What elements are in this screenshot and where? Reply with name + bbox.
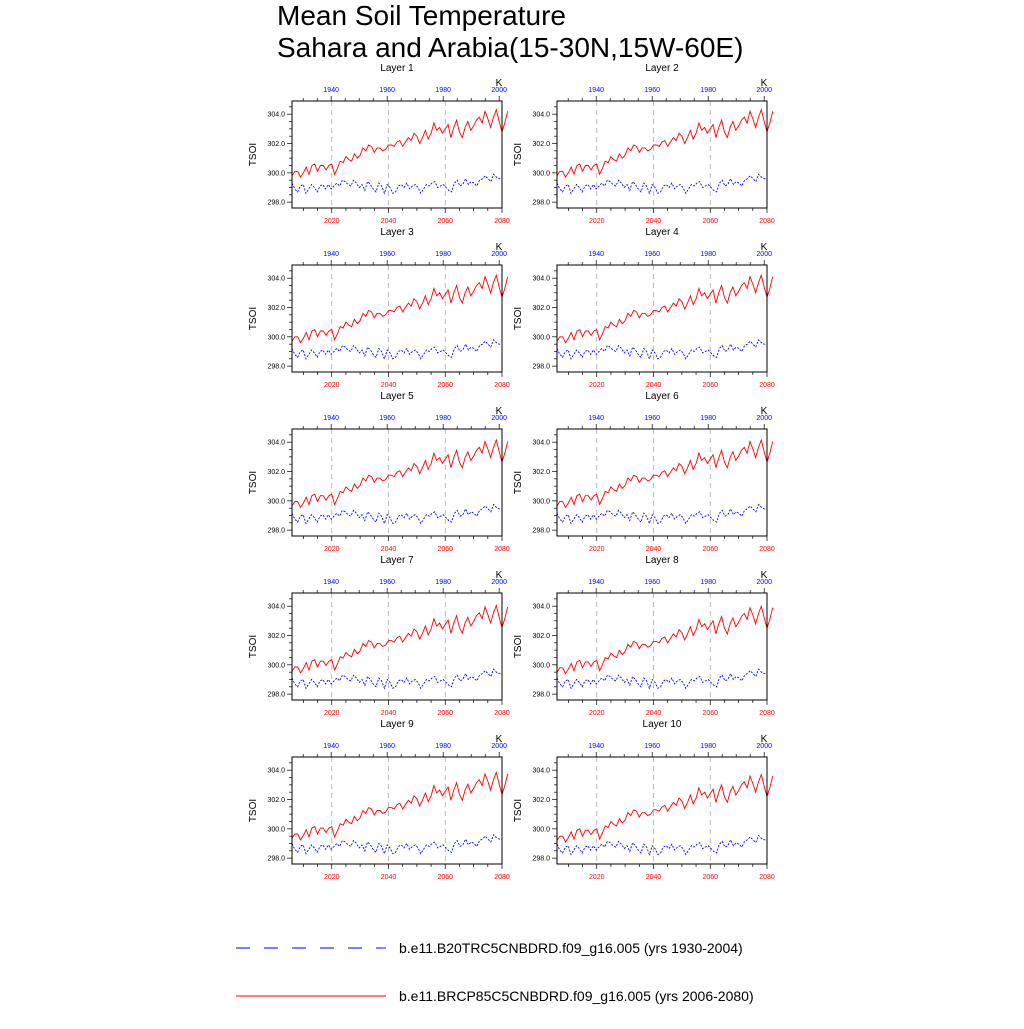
panel-6 bbox=[513, 391, 775, 553]
top-tick-label: 1980 bbox=[700, 579, 716, 586]
top-tick-label: 1960 bbox=[379, 87, 395, 94]
bottom-tick-label: 2060 bbox=[437, 710, 454, 717]
bottom-tick-label: 2020 bbox=[323, 874, 340, 881]
bottom-tick-label: 2020 bbox=[588, 710, 605, 717]
plot-frame bbox=[557, 265, 767, 372]
plot-frame bbox=[557, 757, 767, 864]
top-tick-label: 2000 bbox=[491, 251, 507, 258]
panel-title: Layer 9 bbox=[380, 719, 414, 730]
top-tick-label: 2000 bbox=[756, 87, 772, 94]
top-tick-label: 2000 bbox=[756, 415, 772, 422]
units-label: K bbox=[495, 734, 503, 745]
panel-title: Layer 7 bbox=[380, 555, 414, 566]
series-line-future bbox=[557, 606, 773, 673]
panel-5 bbox=[248, 391, 510, 553]
units-label: K bbox=[760, 406, 768, 417]
panel-title: Layer 5 bbox=[380, 391, 414, 402]
series-line-future bbox=[292, 440, 508, 507]
bottom-tick-label: 2080 bbox=[759, 546, 775, 553]
series-line-historical bbox=[292, 340, 502, 359]
top-tick-label: 1960 bbox=[644, 579, 660, 586]
panel-title: Layer 6 bbox=[645, 391, 679, 402]
panel-title: Layer 4 bbox=[645, 227, 679, 238]
y-axis-label: TSOI bbox=[513, 142, 524, 167]
top-tick-label: 1960 bbox=[379, 579, 395, 586]
panel-2 bbox=[513, 63, 775, 225]
top-tick-label: 2000 bbox=[756, 743, 772, 750]
y-tick-label: 302.0 bbox=[532, 305, 550, 313]
y-tick-label: 304.0 bbox=[532, 111, 550, 119]
units-label: K bbox=[760, 242, 768, 253]
y-tick-label: 304.0 bbox=[532, 603, 550, 611]
series-line-historical bbox=[557, 669, 767, 688]
series-line-future bbox=[292, 275, 508, 342]
legend-item-1 bbox=[236, 940, 743, 956]
panel-1 bbox=[248, 63, 510, 225]
panels bbox=[248, 63, 775, 881]
y-tick-label: 300.0 bbox=[267, 498, 285, 506]
top-tick-label: 1960 bbox=[644, 251, 660, 258]
top-tick-label: 1980 bbox=[700, 87, 716, 94]
y-tick-label: 300.0 bbox=[532, 334, 550, 342]
panel-title: Layer 2 bbox=[645, 63, 679, 74]
bottom-tick-label: 2020 bbox=[588, 382, 605, 389]
top-tick-label: 2000 bbox=[491, 579, 507, 586]
bottom-tick-label: 2080 bbox=[494, 218, 510, 225]
bottom-tick-label: 2060 bbox=[437, 874, 454, 881]
bottom-tick-label: 2020 bbox=[323, 710, 340, 717]
series-line-historical bbox=[557, 835, 767, 854]
top-tick-label: 1980 bbox=[435, 743, 451, 750]
legend bbox=[236, 940, 754, 1004]
bottom-tick-label: 2080 bbox=[494, 874, 510, 881]
bottom-tick-label: 2060 bbox=[702, 546, 719, 553]
units-label: K bbox=[495, 570, 503, 581]
series-line-future bbox=[292, 110, 508, 177]
y-tick-label: 298.0 bbox=[267, 363, 285, 371]
plot-frame bbox=[292, 757, 502, 864]
top-tick-label: 1940 bbox=[323, 415, 339, 422]
bottom-tick-label: 2060 bbox=[702, 874, 719, 881]
panel-9 bbox=[248, 719, 510, 881]
units-label: K bbox=[495, 406, 503, 417]
y-axis-label: TSOI bbox=[513, 470, 524, 495]
bottom-tick-label: 2080 bbox=[759, 382, 775, 389]
panel-title: Layer 1 bbox=[380, 63, 414, 74]
bottom-tick-label: 2080 bbox=[494, 710, 510, 717]
y-tick-label: 300.0 bbox=[532, 498, 550, 506]
y-tick-label: 302.0 bbox=[267, 141, 285, 149]
y-axis-label: TSOI bbox=[248, 798, 259, 823]
y-axis-label: TSOI bbox=[248, 470, 259, 495]
units-label: K bbox=[760, 570, 768, 581]
plot-frame bbox=[292, 265, 502, 372]
y-tick-label: 300.0 bbox=[532, 662, 550, 670]
bottom-tick-label: 2060 bbox=[437, 382, 454, 389]
series-line-historical bbox=[292, 835, 502, 854]
top-tick-label: 1980 bbox=[435, 579, 451, 586]
series-line-future bbox=[557, 275, 773, 342]
plot-frame bbox=[292, 593, 502, 700]
bottom-tick-label: 2040 bbox=[380, 874, 397, 881]
bottom-tick-label: 2060 bbox=[702, 382, 719, 389]
y-tick-label: 298.0 bbox=[532, 527, 550, 535]
bottom-tick-label: 2040 bbox=[380, 710, 397, 717]
y-tick-label: 304.0 bbox=[267, 275, 285, 283]
y-tick-label: 302.0 bbox=[267, 305, 285, 313]
bottom-tick-label: 2040 bbox=[645, 546, 662, 553]
bottom-tick-label: 2040 bbox=[380, 546, 397, 553]
bottom-tick-label: 2020 bbox=[588, 874, 605, 881]
top-tick-label: 1960 bbox=[644, 87, 660, 94]
y-tick-label: 300.0 bbox=[267, 826, 285, 834]
y-axis-label: TSOI bbox=[248, 142, 259, 167]
bottom-tick-label: 2080 bbox=[759, 710, 775, 717]
series-line-future bbox=[557, 775, 773, 842]
y-tick-label: 304.0 bbox=[267, 439, 285, 447]
top-tick-label: 1980 bbox=[700, 251, 716, 258]
bottom-tick-label: 2060 bbox=[702, 710, 719, 717]
top-tick-label: 2000 bbox=[491, 415, 507, 422]
panel-title: Layer 8 bbox=[645, 555, 679, 566]
panel-title: Layer 10 bbox=[642, 719, 682, 730]
y-tick-label: 300.0 bbox=[532, 826, 550, 834]
y-axis-label: TSOI bbox=[248, 634, 259, 659]
y-tick-label: 302.0 bbox=[532, 797, 550, 805]
y-axis-label: TSOI bbox=[513, 798, 524, 823]
top-tick-label: 1960 bbox=[379, 743, 395, 750]
figure-title-line-1: Mean Soil Temperature bbox=[277, 0, 566, 31]
y-tick-label: 298.0 bbox=[267, 855, 285, 863]
plot-frame bbox=[557, 101, 767, 208]
top-tick-label: 1960 bbox=[379, 415, 395, 422]
panel-title: Layer 3 bbox=[380, 227, 414, 238]
plot-frame bbox=[557, 593, 767, 700]
y-tick-label: 302.0 bbox=[267, 469, 285, 477]
y-tick-label: 302.0 bbox=[267, 797, 285, 805]
units-label: K bbox=[760, 734, 768, 745]
y-tick-label: 298.0 bbox=[267, 527, 285, 535]
y-tick-label: 302.0 bbox=[532, 469, 550, 477]
y-tick-label: 300.0 bbox=[267, 170, 285, 178]
y-tick-label: 302.0 bbox=[532, 633, 550, 641]
y-tick-label: 298.0 bbox=[532, 855, 550, 863]
figure-title-line-2: Sahara and Arabia(15-30N,15W-60E) bbox=[277, 32, 744, 63]
bottom-tick-label: 2040 bbox=[380, 218, 397, 225]
top-tick-label: 1980 bbox=[435, 87, 451, 94]
top-tick-label: 1980 bbox=[700, 415, 716, 422]
bottom-tick-label: 2020 bbox=[588, 546, 605, 553]
top-tick-label: 1940 bbox=[323, 743, 339, 750]
y-tick-label: 298.0 bbox=[532, 691, 550, 699]
series-line-future bbox=[557, 110, 773, 177]
bottom-tick-label: 2080 bbox=[759, 218, 775, 225]
top-tick-label: 2000 bbox=[756, 579, 772, 586]
y-tick-label: 298.0 bbox=[267, 199, 285, 207]
y-tick-label: 304.0 bbox=[267, 111, 285, 119]
bottom-tick-label: 2080 bbox=[494, 546, 510, 553]
bottom-tick-label: 2040 bbox=[645, 218, 662, 225]
top-tick-label: 1980 bbox=[700, 743, 716, 750]
top-tick-label: 2000 bbox=[491, 743, 507, 750]
panel-10 bbox=[513, 719, 775, 881]
top-tick-label: 1940 bbox=[588, 415, 604, 422]
units-label: K bbox=[760, 78, 768, 89]
top-tick-label: 1980 bbox=[435, 415, 451, 422]
series-line-future bbox=[557, 440, 773, 507]
top-tick-label: 1960 bbox=[644, 415, 660, 422]
bottom-tick-label: 2060 bbox=[702, 218, 719, 225]
series-line-historical bbox=[292, 174, 502, 193]
y-axis-label: TSOI bbox=[513, 634, 524, 659]
series-line-historical bbox=[557, 340, 767, 359]
top-tick-label: 1960 bbox=[379, 251, 395, 258]
y-axis-label: TSOI bbox=[248, 306, 259, 331]
top-tick-label: 1940 bbox=[588, 743, 604, 750]
y-tick-label: 298.0 bbox=[532, 199, 550, 207]
bottom-tick-label: 2080 bbox=[759, 874, 775, 881]
top-tick-label: 1940 bbox=[323, 87, 339, 94]
series-line-historical bbox=[557, 174, 767, 193]
panel-3 bbox=[248, 227, 510, 389]
bottom-tick-label: 2040 bbox=[645, 382, 662, 389]
y-axis-label: TSOI bbox=[513, 306, 524, 331]
top-tick-label: 1940 bbox=[588, 579, 604, 586]
units-label: K bbox=[495, 78, 503, 89]
y-tick-label: 300.0 bbox=[532, 170, 550, 178]
y-tick-label: 300.0 bbox=[267, 334, 285, 342]
bottom-tick-label: 2060 bbox=[437, 218, 454, 225]
panel-4 bbox=[513, 227, 775, 389]
series-line-future bbox=[292, 606, 508, 673]
plot-frame bbox=[557, 429, 767, 536]
legend-label: b.e11.B20TRC5CNBDRD.f09_g16.005 (yrs 1930-2004) bbox=[399, 940, 743, 956]
series-line-historical bbox=[292, 669, 502, 688]
bottom-tick-label: 2020 bbox=[588, 218, 605, 225]
top-tick-label: 2000 bbox=[756, 251, 772, 258]
bottom-tick-label: 2020 bbox=[323, 218, 340, 225]
top-tick-label: 1940 bbox=[588, 87, 604, 94]
y-tick-label: 304.0 bbox=[532, 767, 550, 775]
y-tick-label: 298.0 bbox=[532, 363, 550, 371]
bottom-tick-label: 2040 bbox=[380, 382, 397, 389]
y-tick-label: 304.0 bbox=[267, 603, 285, 611]
legend-label: b.e11.BRCP85C5CNBDRD.f09_g16.005 (yrs 2006-2080) bbox=[399, 988, 754, 1004]
y-tick-label: 300.0 bbox=[267, 662, 285, 670]
bottom-tick-label: 2020 bbox=[323, 382, 340, 389]
bottom-tick-label: 2080 bbox=[494, 382, 510, 389]
bottom-tick-label: 2060 bbox=[437, 546, 454, 553]
panel-7 bbox=[248, 555, 510, 717]
y-tick-label: 302.0 bbox=[532, 141, 550, 149]
top-tick-label: 1940 bbox=[323, 251, 339, 258]
panel-8 bbox=[513, 555, 775, 717]
y-tick-label: 304.0 bbox=[532, 439, 550, 447]
legend-item-2 bbox=[236, 988, 754, 1004]
y-tick-label: 304.0 bbox=[267, 767, 285, 775]
series-line-future bbox=[292, 772, 508, 839]
top-tick-label: 1980 bbox=[435, 251, 451, 258]
series-line-historical bbox=[557, 505, 767, 524]
y-tick-label: 302.0 bbox=[267, 633, 285, 641]
units-label: K bbox=[495, 242, 503, 253]
bottom-tick-label: 2040 bbox=[645, 874, 662, 881]
top-tick-label: 1940 bbox=[323, 579, 339, 586]
y-tick-label: 304.0 bbox=[532, 275, 550, 283]
plot-frame bbox=[292, 429, 502, 536]
plot-frame bbox=[292, 101, 502, 208]
top-tick-label: 1940 bbox=[588, 251, 604, 258]
top-tick-label: 1960 bbox=[644, 743, 660, 750]
bottom-tick-label: 2040 bbox=[645, 710, 662, 717]
top-tick-label: 2000 bbox=[491, 87, 507, 94]
y-tick-label: 298.0 bbox=[267, 691, 285, 699]
series-line-historical bbox=[292, 505, 502, 524]
bottom-tick-label: 2020 bbox=[323, 546, 340, 553]
